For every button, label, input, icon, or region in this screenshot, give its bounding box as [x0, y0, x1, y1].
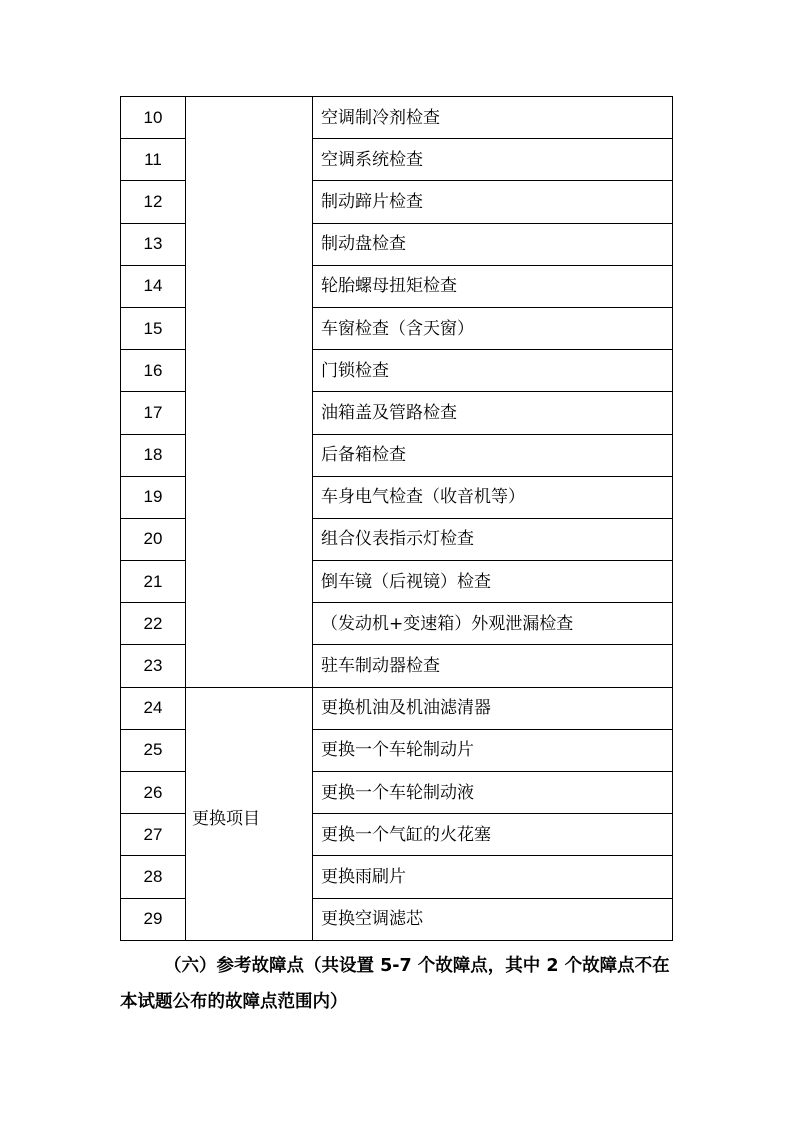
row-number: 17 — [121, 392, 186, 434]
item-name: 驻车制动器检查 — [313, 645, 673, 687]
row-number: 12 — [121, 181, 186, 223]
row-number: 27 — [121, 814, 186, 856]
section-heading-line2: 本试题公布的故障点范围内） — [120, 992, 348, 1012]
item-name: 车身电气检查（收音机等） — [313, 476, 673, 518]
item-name: 更换机油及机油滤清器 — [313, 687, 673, 729]
item-name: 更换空调滤芯 — [313, 898, 673, 940]
item-name: 轮胎螺母扭矩检查 — [313, 265, 673, 307]
row-number: 28 — [121, 856, 186, 898]
row-number: 16 — [121, 350, 186, 392]
row-number: 11 — [121, 139, 186, 181]
row-number: 21 — [121, 561, 186, 603]
category-cell-inspection — [186, 97, 313, 688]
row-number: 26 — [121, 772, 186, 814]
item-name: 制动盘检查 — [313, 223, 673, 265]
table-row — [121, 687, 673, 729]
row-number: 25 — [121, 729, 186, 771]
item-name: 更换雨刷片 — [313, 856, 673, 898]
row-number: 19 — [121, 476, 186, 518]
section-heading-line1: （六）参考故障点（共设置 5-7 个故障点，其中 2 个故障点不在 — [164, 956, 670, 976]
item-name: 空调制冷剂检查 — [313, 97, 673, 139]
row-number: 23 — [121, 645, 186, 687]
row-number: 14 — [121, 265, 186, 307]
table-row — [121, 97, 673, 139]
item-name: 更换一个气缸的火花塞 — [313, 814, 673, 856]
item-name: 组合仪表指示灯检查 — [313, 518, 673, 560]
item-name: 更换一个车轮制动液 — [313, 772, 673, 814]
category-cell-replace — [186, 687, 313, 940]
item-name: 油箱盖及管路检查 — [313, 392, 673, 434]
row-number: 10 — [121, 97, 186, 139]
item-name: 更换一个车轮制动片 — [313, 729, 673, 771]
row-number: 24 — [121, 687, 186, 729]
item-name: 车窗检查（含天窗） — [313, 307, 673, 349]
item-name: 空调系统检查 — [313, 139, 673, 181]
item-name: 后备箱检查 — [313, 434, 673, 476]
item-name: 倒车镜（后视镜）检查 — [313, 561, 673, 603]
row-number: 18 — [121, 434, 186, 476]
item-name: （发动机+变速箱）外观泄漏检查 — [313, 603, 673, 645]
maintenance-items-table — [120, 96, 673, 941]
row-number: 29 — [121, 898, 186, 940]
category-label: 更换项目 — [192, 808, 260, 829]
item-name: 制动蹄片检查 — [313, 181, 673, 223]
row-number: 13 — [121, 223, 186, 265]
row-number: 15 — [121, 307, 186, 349]
row-number: 20 — [121, 518, 186, 560]
item-name: 门锁检查 — [313, 350, 673, 392]
row-number: 22 — [121, 603, 186, 645]
